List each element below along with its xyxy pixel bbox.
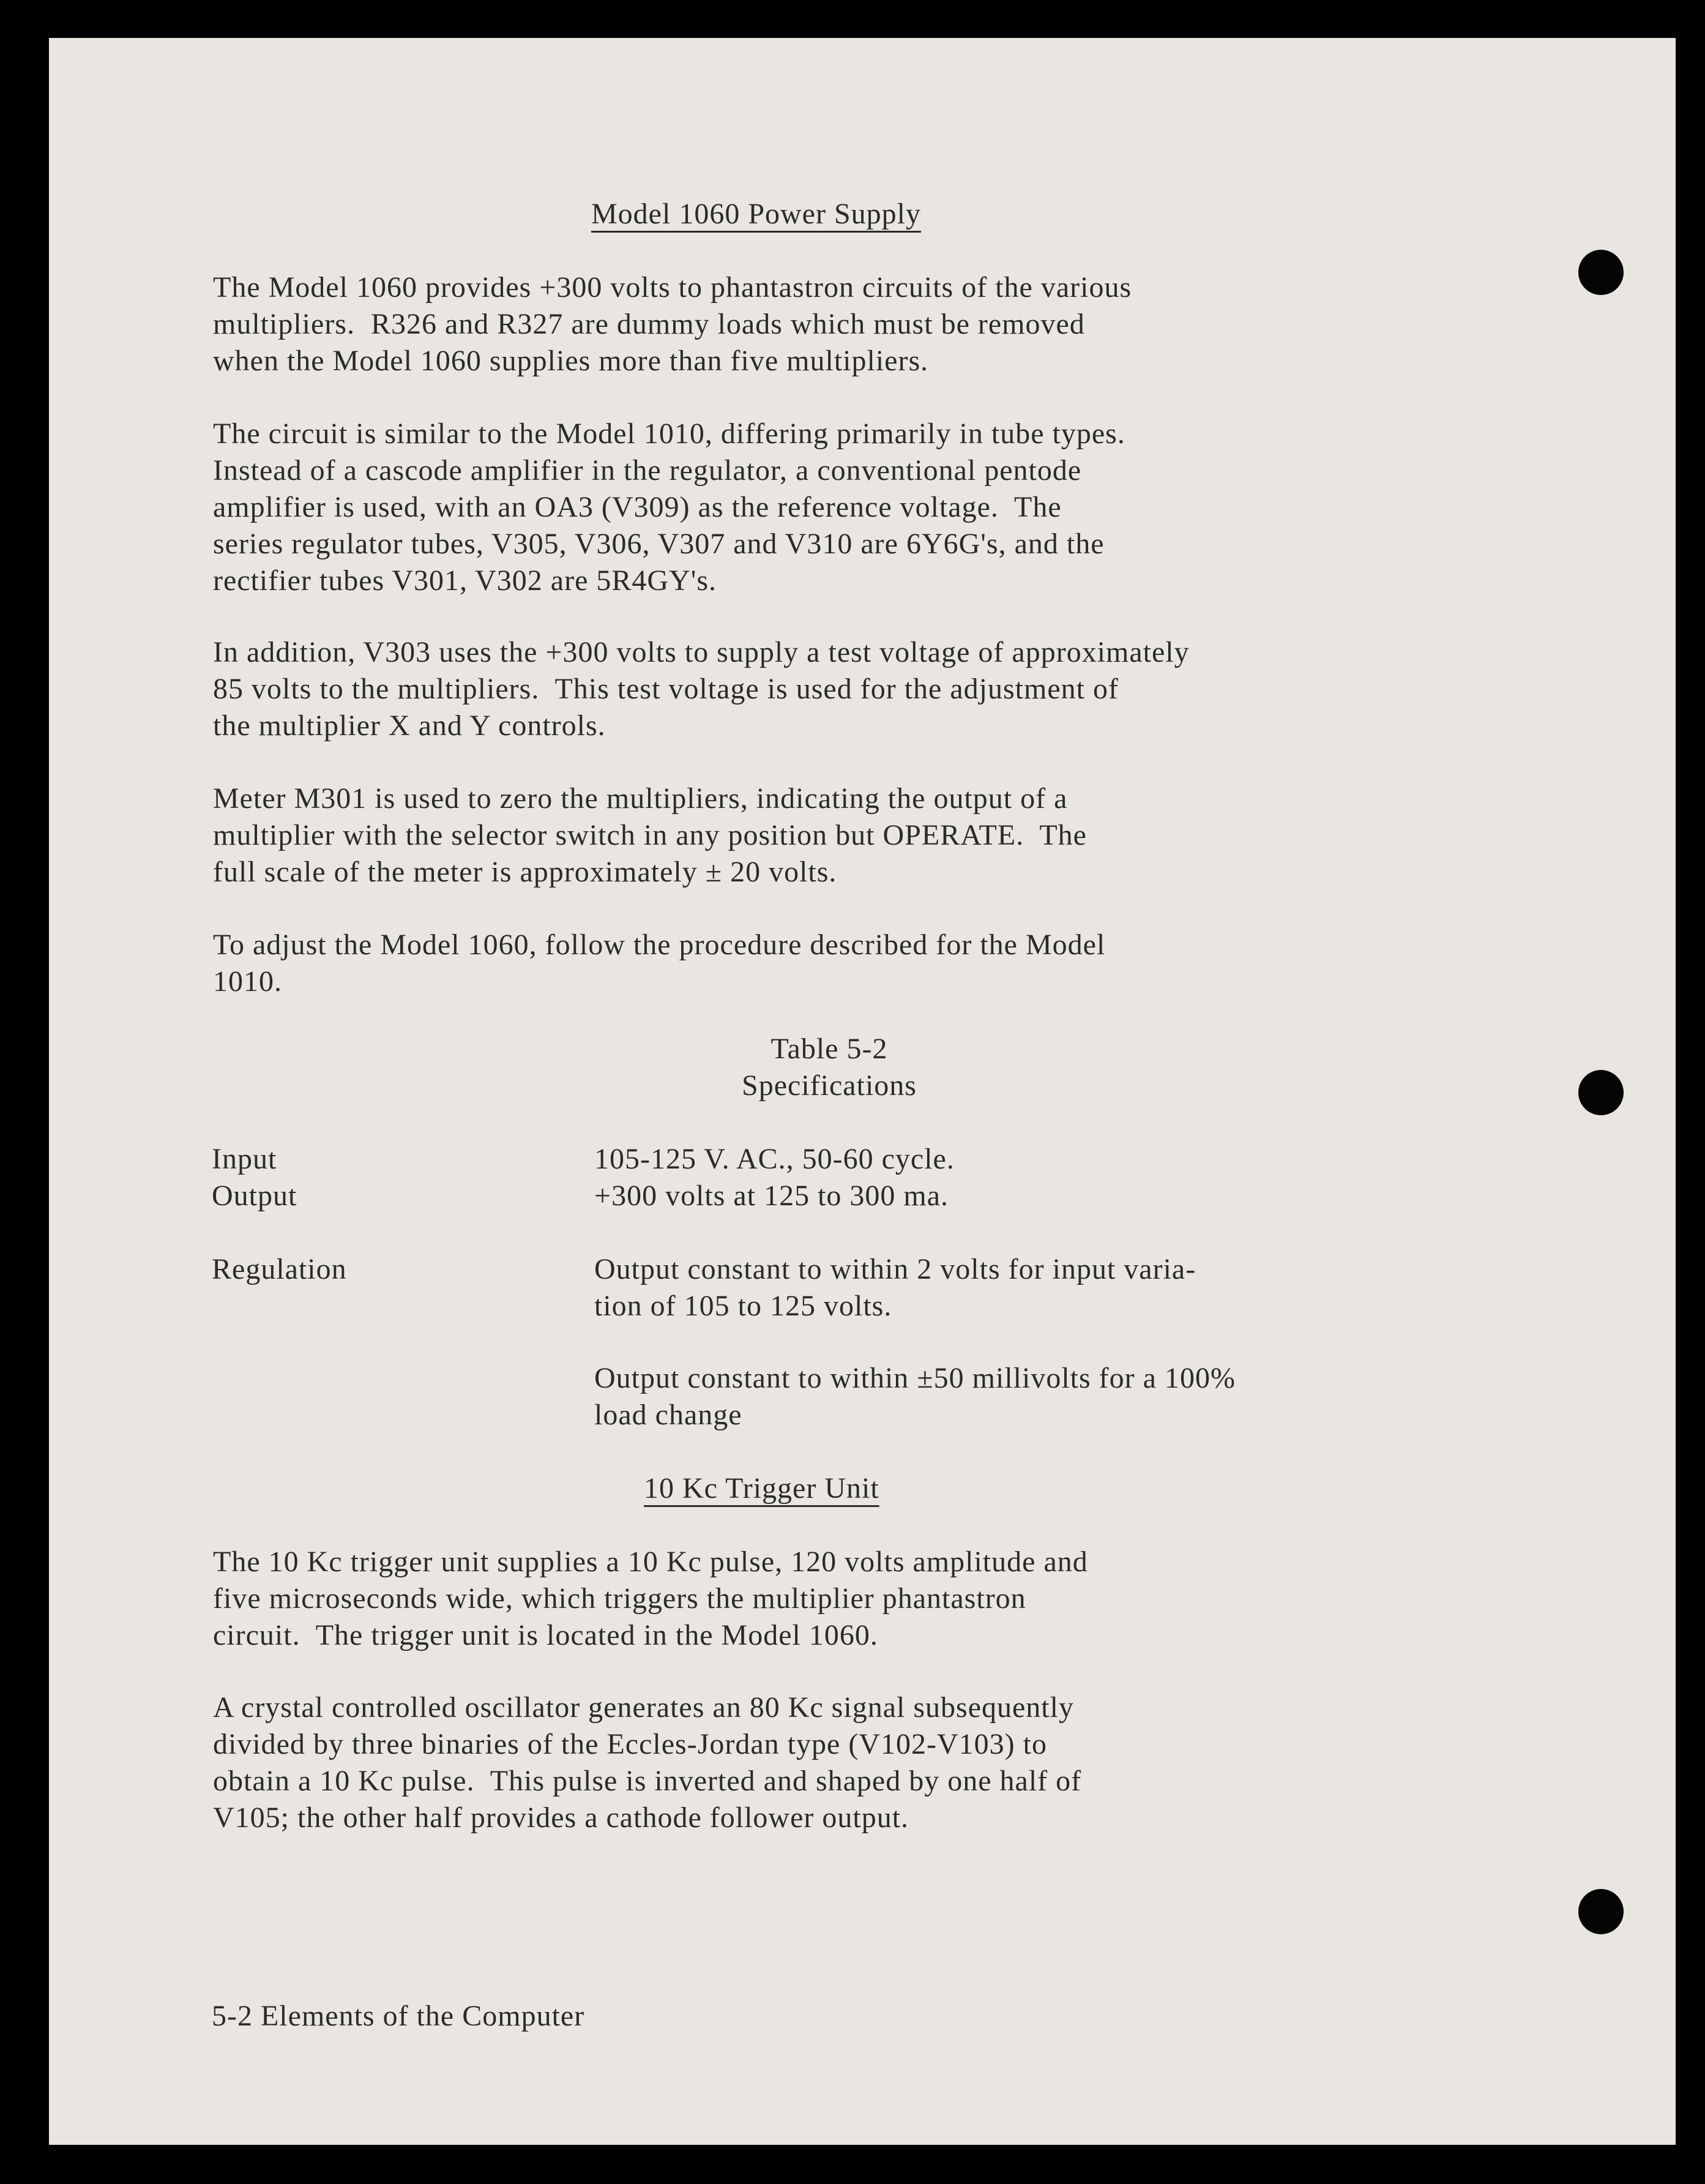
paragraph: The Model 1060 provides +300 volts to phantastron circuits of the various multipliers. R326 and R327 are dummy loads which must be removed when the Model 1060 supplies more than five multipliers. [213,271,1132,377]
document-page [49,38,1676,2145]
paragraph: Meter M301 is used to zero the multipliers, indicating the output of a multiplier with the selector switch in any position but OPERATE. The full scale of the meter is approximately ± 20 volts. [213,782,1087,888]
spec-value-regulation: Output constant to within 2 volts for input varia- tion of 105 to 125 volts. [594,1253,1196,1322]
paragraph: To adjust the Model 1060, follow the procedure described for the Model 1010. [213,929,1106,998]
paragraph: The 10 Kc trigger unit supplies a 10 Kc pulse, 120 volts amplitude and five microseconds wide, which triggers the multiplier phantastron circuit. The trigger unit is located in the Model 1060. [213,1546,1088,1651]
spec-value-input: 105-125 V. AC., 50-60 cycle. [594,1143,955,1175]
paragraph: The circuit is similar to the Model 1010, differing primarily in tube types. Instead of a cascode amplifier in the regulator, a conventional pentode amplifier is used, with an OA3 (V309) as the reference voltage. The series regulator tubes, V305, V306, V307 and V310 are 6Y6G's, and the rectifier tubes V301, V302 are 5R4GY's. [213,417,1125,597]
table-caption: Table 5-2 Specifications [742,1033,917,1102]
page-footer: 5-2 Elements of the Computer [212,2000,585,2032]
paragraph: A crystal controlled oscillator generates an 80 Kc signal subsequently divided by three binaries of the Eccles-Jordan type (V102-V103) to obtain a 10 Kc pulse. This pulse is inverted and shaped by one half of V105; the other half provides a cathode follower output. [213,1691,1082,1834]
spec-label-input: Input [212,1143,277,1175]
section-title-power-supply: Model 1060 Power Supply [591,198,921,230]
binder-hole-middle [1578,1070,1624,1115]
section-title-trigger-unit: 10 Kc Trigger Unit [644,1472,879,1505]
binder-hole-bottom [1578,1889,1624,1934]
spec-label-regulation: Regulation [212,1253,347,1285]
spec-label-output: Output [212,1180,297,1212]
binder-hole-top [1578,250,1624,295]
paragraph: In addition, V303 uses the +300 volts to supply a test voltage of approximately 85 volts to the multipliers. This test voltage is used for the adjustment of the multiplier X and Y controls. [213,636,1190,742]
spec-value-output: +300 volts at 125 to 300 ma. [594,1180,949,1212]
spec-value-load-regulation: Output constant to within ±50 millivolts for a 100% load change [594,1362,1236,1431]
